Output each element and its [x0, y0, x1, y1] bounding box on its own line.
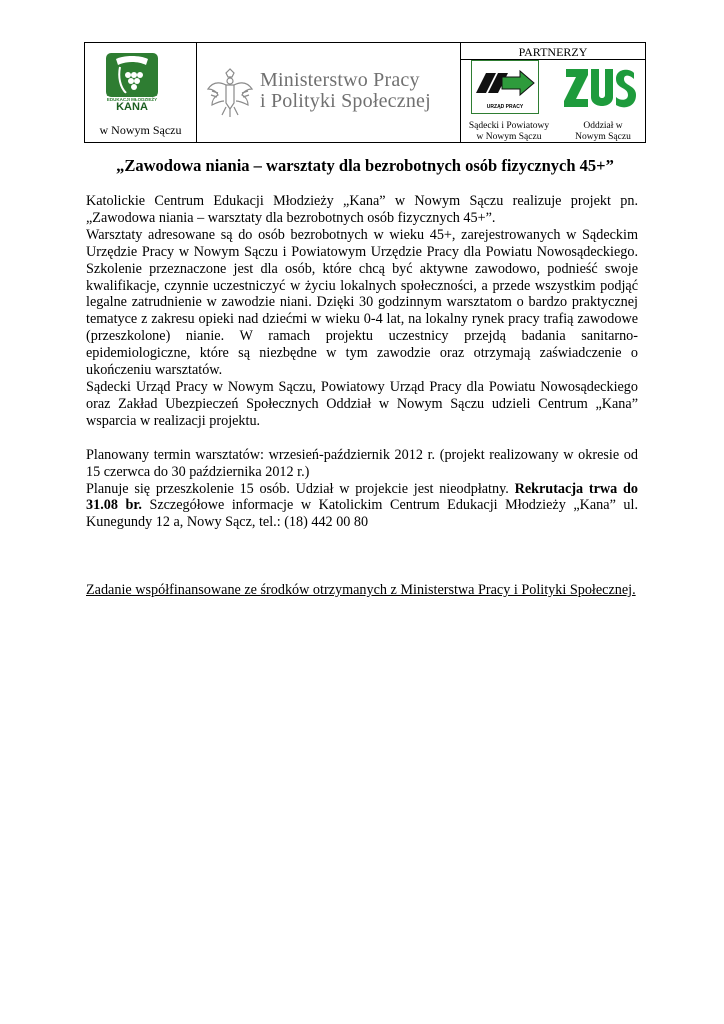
- header-table: [84, 42, 646, 143]
- urzad-pracy-logo-label: URZĄD PRACY: [486, 104, 524, 110]
- kana-logo-small-text: KATOLICKIE CENTRUM EDUKACJI MŁODZIEŻY: [106, 92, 158, 102]
- urzad-pracy-logo: [471, 60, 539, 114]
- urzad-pracy-arrow-icon: [472, 63, 537, 105]
- urzad-pracy-caption: [461, 121, 557, 143]
- zus-caption: [561, 121, 645, 143]
- paragraph-project-intro: Katolickie Centrum Edukacji Młodzieży „Kana” w Nowym Sączu realizuje projekt pn. „Zawodowa niania – warsztaty dla bezrobotnych osób fizycznych 45+”.: [86, 193, 638, 226]
- paragraph-schedule: Planowany termin warsztatów: wrzesień-październik 2012 r. (projekt realizowany w okresie od 15 czerwca do 30 października 2012 r.): [86, 446, 638, 480]
- document-body: [86, 193, 638, 531]
- paragraph-workshop-description: Warsztaty adresowane są do osób bezrobotnych w wieku 45+, zarejestrowanych w Sądeckim Urzędzie Pracy w Nowym Sączu i Powiatowym Urzędzie Pracy dla Powiatu Nowosądeckiego. Szkolenie przeznaczone jest dla osób, które chcą być aktywne zawodowo, podnieść swoje kwalifikacje, czynnie uczestniczyć w życiu lokalnych społeczności, a przede wszystkim podjąć legalne zatrudnienie w zawodzie niani. Dzięki 30 godzinnym warsztatom o bardzo praktycznej tematyce z zakresu opieki nad dziećmi w wieku 0-4 lat, na lokalny rynek pracy trafią zawodowe (przeszkolone) nianie. W ramach projektu uczestnicy przejdą badania sanitarno-epidemiologiczne, które są niezbędne w tym zawodzie oraz otrzymają zaświadczenie o ukończeniu warsztatów.: [86, 226, 638, 379]
- paragraph-gap: [86, 430, 638, 447]
- paragraph-support: Sądecki Urząd Pracy w Nowym Sączu, Powiatowy Urząd Pracy dla Powiatu Nowosądeckiego oraz Zakład Ubezpieczeń Społecznych Oddział w Nowym Sączu udzieli Centrum „Kana” wsparcia w realizacji projektu.: [86, 378, 638, 429]
- eagle-emblem-icon: [206, 65, 254, 119]
- ministry-name: [260, 70, 431, 112]
- ministry-name-line2: i Polityki Społecznej: [260, 90, 431, 112]
- kana-caption: w Nowym Sączu: [99, 123, 182, 137]
- zus-caption-line2: Nowym Sączu: [575, 132, 631, 142]
- recruitment-text-after: Szczegółowe informacje w Katolickim Centrum Edukacji Młodzieży „Kana” ul. Kunegundy 12 a, Nowy Sącz, tel.: (18) 442 00 80: [86, 497, 638, 531]
- urzad-pracy-caption-line1: Sądecki i Powiatowy: [468, 121, 550, 131]
- partners-title: PARTNERZY: [518, 45, 588, 59]
- zus-caption-line1: Oddział w: [583, 121, 623, 131]
- paragraph-recruitment: [86, 481, 638, 532]
- kana-cell: [85, 43, 197, 142]
- zus-logo: [564, 65, 636, 113]
- ministry-cell: [196, 43, 461, 142]
- kana-logo-text: [97, 93, 167, 113]
- recruitment-deadline: Rekrutacja trwa do 31.08 br.: [86, 480, 638, 514]
- recruitment-text-before: Planuje się przeszkolenie 15 osób. Udział w projekcie jest nieodpłatny.: [86, 480, 515, 497]
- kana-logo-name: KANA: [116, 101, 148, 113]
- cofinancing-note: Zadanie współfinansowane ze środków otrzymanych z Ministerstwa Pracy i Polityki Społecznej.: [86, 582, 636, 598]
- document-title: „Zawodowa niania – warsztaty dla bezrobotnych osób fizycznych 45+”: [116, 156, 614, 175]
- urzad-pracy-caption-line2: w Nowym Sączu: [476, 132, 542, 142]
- ministry-name-line1: Ministerstwo Pracy: [260, 69, 420, 91]
- partners-cell: [461, 43, 645, 142]
